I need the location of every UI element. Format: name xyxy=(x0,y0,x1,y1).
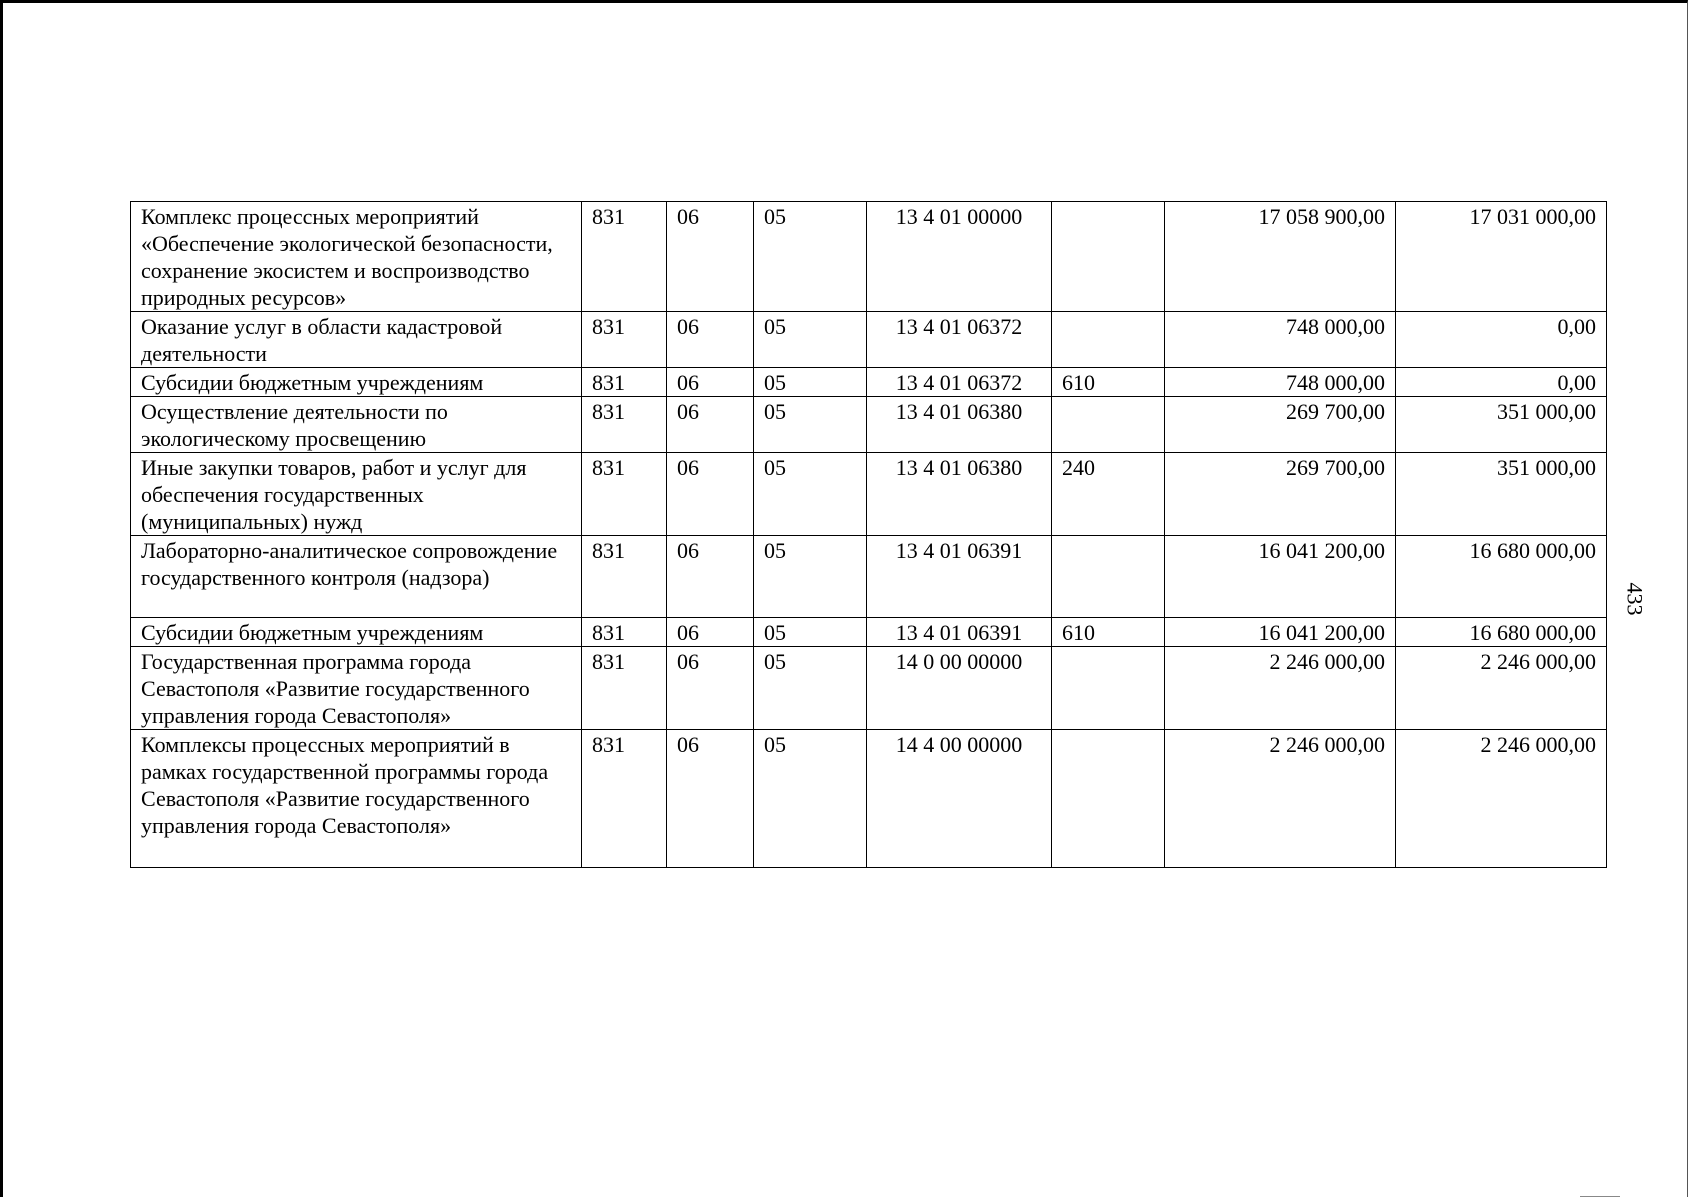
row-subsection-cell: 05 xyxy=(754,202,867,312)
row-name-cell: Государственная программа города Севастополя «Развитие государственного управления города Севастополя» xyxy=(131,647,582,730)
budget-table-body xyxy=(131,202,1607,868)
table-row xyxy=(131,397,1607,453)
row-amount-year2-cell: 0,00 xyxy=(1396,368,1607,397)
row-amount-year1-cell: 16 041 200,00 xyxy=(1165,536,1396,618)
row-amount-year2-cell: 16 680 000,00 xyxy=(1396,618,1607,647)
row-section-cell: 06 xyxy=(667,368,754,397)
row-target-article-cell: 14 4 00 00000 xyxy=(867,730,1052,868)
table-row xyxy=(131,536,1607,618)
row-amount-year2-cell: 2 246 000,00 xyxy=(1396,730,1607,868)
row-amount-year2-cell: 2 246 000,00 xyxy=(1396,647,1607,730)
row-section-cell: 06 xyxy=(667,202,754,312)
row-target-article-cell: 13 4 01 06391 xyxy=(867,536,1052,618)
row-subsection-cell: 05 xyxy=(754,368,867,397)
table-row xyxy=(131,202,1607,312)
row-amount-year1-cell: 2 246 000,00 xyxy=(1165,647,1396,730)
row-amount-year1-cell: 2 246 000,00 xyxy=(1165,730,1396,868)
row-name-cell: Осуществление деятельности по экологическому просвещению xyxy=(131,397,582,453)
row-target-article-cell: 13 4 01 06372 xyxy=(867,312,1052,368)
row-section-cell: 06 xyxy=(667,647,754,730)
budget-table xyxy=(130,201,1607,868)
row-expense-type-cell: 240 xyxy=(1052,453,1165,536)
row-ved-cell: 831 xyxy=(582,202,667,312)
row-name-cell: Комплексы процессных мероприятий в рамках государственной программы города Севастополя «Развитие государственного управления города Севастополя» xyxy=(131,730,582,868)
row-amount-year1-cell: 748 000,00 xyxy=(1165,368,1396,397)
row-amount-year1-cell: 16 041 200,00 xyxy=(1165,618,1396,647)
row-expense-type-cell xyxy=(1052,202,1165,312)
row-ved-cell: 831 xyxy=(582,397,667,453)
table-row xyxy=(131,368,1607,397)
row-subsection-cell: 05 xyxy=(754,647,867,730)
table-row xyxy=(131,618,1607,647)
row-section-cell: 06 xyxy=(667,618,754,647)
table-row xyxy=(131,647,1607,730)
row-amount-year2-cell: 0,00 xyxy=(1396,312,1607,368)
row-subsection-cell: 05 xyxy=(754,536,867,618)
row-expense-type-cell xyxy=(1052,312,1165,368)
row-ved-cell: 831 xyxy=(582,647,667,730)
page-number: 433 xyxy=(1622,582,1648,616)
row-amount-year1-cell: 269 700,00 xyxy=(1165,453,1396,536)
row-amount-year1-cell: 748 000,00 xyxy=(1165,312,1396,368)
row-ved-cell: 831 xyxy=(582,618,667,647)
row-expense-type-cell xyxy=(1052,536,1165,618)
row-subsection-cell: 05 xyxy=(754,397,867,453)
row-expense-type-cell xyxy=(1052,647,1165,730)
row-amount-year2-cell: 16 680 000,00 xyxy=(1396,536,1607,618)
row-section-cell: 06 xyxy=(667,536,754,618)
row-amount-year2-cell: 351 000,00 xyxy=(1396,453,1607,536)
row-expense-type-cell xyxy=(1052,730,1165,868)
row-ved-cell: 831 xyxy=(582,312,667,368)
row-ved-cell: 831 xyxy=(582,536,667,618)
row-subsection-cell: 05 xyxy=(754,312,867,368)
row-target-article-cell: 13 4 01 06391 xyxy=(867,618,1052,647)
row-target-article-cell: 14 0 00 00000 xyxy=(867,647,1052,730)
row-target-article-cell: 13 4 01 06380 xyxy=(867,397,1052,453)
row-target-article-cell: 13 4 01 06380 xyxy=(867,453,1052,536)
row-ved-cell: 831 xyxy=(582,453,667,536)
row-expense-type-cell xyxy=(1052,397,1165,453)
row-name-cell: Субсидии бюджетным учреждениям xyxy=(131,368,582,397)
row-amount-year2-cell: 351 000,00 xyxy=(1396,397,1607,453)
scan-edge-mark xyxy=(1580,1196,1620,1197)
row-amount-year2-cell: 17 031 000,00 xyxy=(1396,202,1607,312)
row-expense-type-cell: 610 xyxy=(1052,618,1165,647)
row-name-cell: Субсидии бюджетным учреждениям xyxy=(131,618,582,647)
row-subsection-cell: 05 xyxy=(754,453,867,536)
row-name-cell: Комплекс процессных мероприятий «Обеспечение экологической безопасности, сохранение экосистем и воспроизводство природных ресурсов» xyxy=(131,202,582,312)
row-amount-year1-cell: 17 058 900,00 xyxy=(1165,202,1396,312)
row-target-article-cell: 13 4 01 06372 xyxy=(867,368,1052,397)
row-section-cell: 06 xyxy=(667,730,754,868)
row-target-article-cell: 13 4 01 00000 xyxy=(867,202,1052,312)
row-amount-year1-cell: 269 700,00 xyxy=(1165,397,1396,453)
table-row xyxy=(131,730,1607,868)
row-expense-type-cell: 610 xyxy=(1052,368,1165,397)
table-row xyxy=(131,453,1607,536)
row-subsection-cell: 05 xyxy=(754,618,867,647)
row-name-cell: Иные закупки товаров, работ и услуг для обеспечения государственных (муниципальных) нужд xyxy=(131,453,582,536)
row-section-cell: 06 xyxy=(667,312,754,368)
row-ved-cell: 831 xyxy=(582,368,667,397)
row-name-cell: Лабораторно-аналитическое сопровождение государственного контроля (надзора) xyxy=(131,536,582,618)
table-row xyxy=(131,312,1607,368)
row-subsection-cell: 05 xyxy=(754,730,867,868)
row-name-cell: Оказание услуг в области кадастровой деятельности xyxy=(131,312,582,368)
row-ved-cell: 831 xyxy=(582,730,667,868)
row-section-cell: 06 xyxy=(667,453,754,536)
row-section-cell: 06 xyxy=(667,397,754,453)
